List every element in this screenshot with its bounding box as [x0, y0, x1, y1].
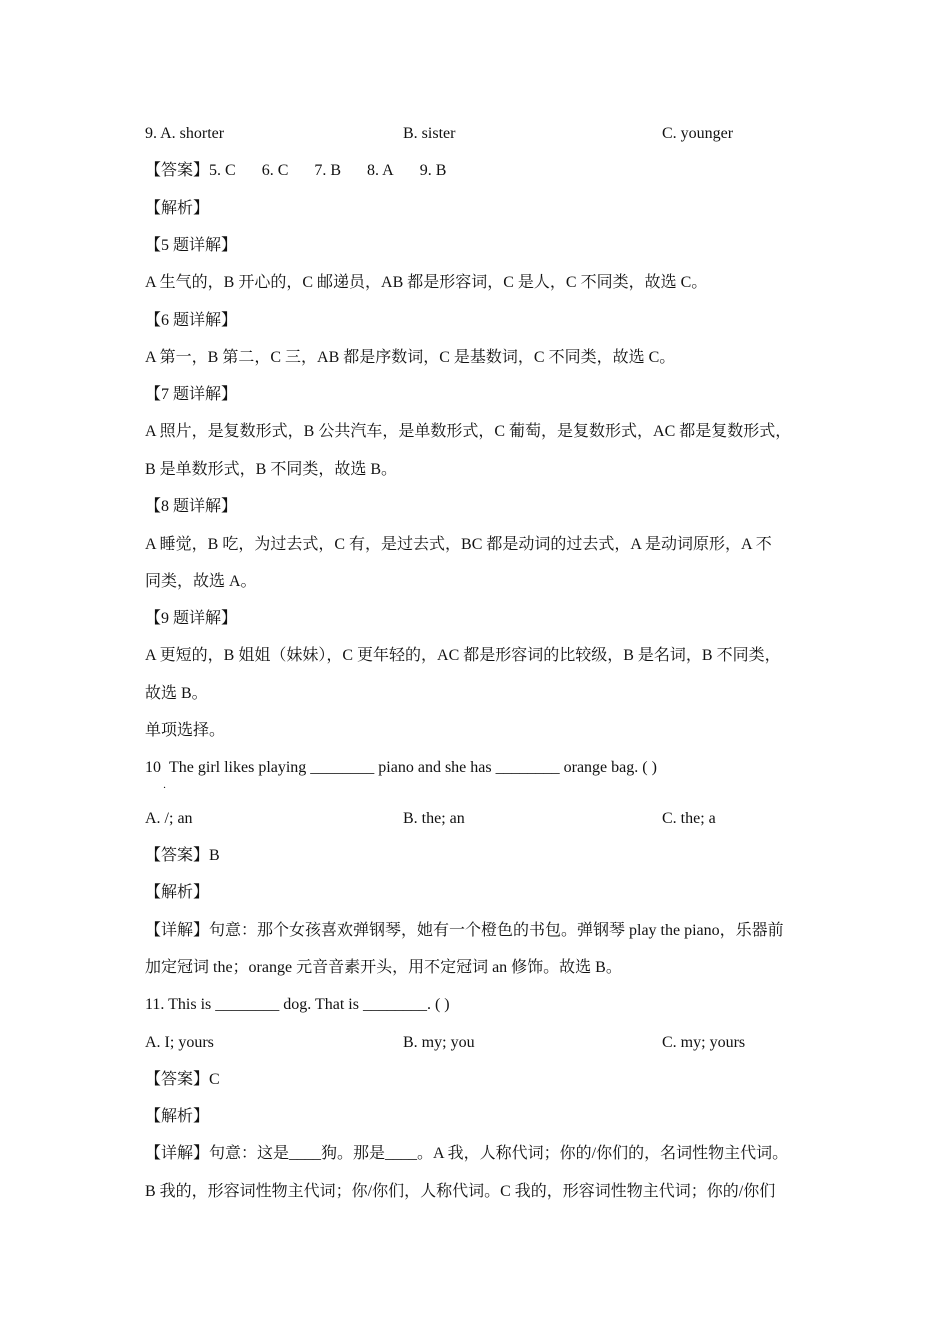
answer-item: 7. B — [314, 162, 342, 179]
q10-number: 10 — [145, 759, 161, 776]
q7-text-line2: B 是单数形式，B 不同类，故选 B。 — [145, 461, 398, 478]
q10-detail-line2: 加定冠词 the；orange 元音音素开头，用不定冠词 an 修饰。故选 B。 — [145, 959, 622, 976]
q10-option-a: A. /; an — [145, 810, 193, 827]
q8-text-line2: 同类，故选 A。 — [145, 573, 257, 590]
answer-item: 9. B — [419, 162, 447, 179]
q11-option-c: C. my; yours — [662, 1034, 746, 1051]
q11-answer: 【答案】C — [145, 1071, 220, 1088]
q9-text-line2: 故选 B。 — [145, 685, 208, 702]
q7-heading: 【7 题详解】 — [145, 386, 238, 403]
q11-detail-line1: 【详解】句意：这是____狗。那是____。A 我，人称代词；你的/你们的，名词性物主代词。 — [145, 1145, 789, 1162]
q11-analysis-label: 【解析】 — [145, 1108, 210, 1125]
answer-prefix: 【答案】 — [145, 162, 210, 179]
q9-option-c: C. younger — [662, 125, 734, 142]
q11-option-a: A. I; yours — [145, 1034, 214, 1051]
answer-5-9 — [145, 160, 446, 182]
q9-text-line1: A 更短的，B 姐姐（妹妹），C 更年轻的，AC 都是形容词的比较级，B 是名词，B 不同类， — [145, 647, 781, 664]
q6-heading: 【6 题详解】 — [145, 312, 238, 329]
q10-analysis-label: 【解析】 — [145, 884, 210, 901]
q10-stem-row — [145, 757, 657, 779]
section-title: 单项选择。 — [145, 722, 226, 739]
q5-text: A 生气的，B 开心的，C 邮递员，AB 都是形容词，C 是人，C 不同类，故选 C。 — [145, 274, 708, 291]
q10-stem: The girl likes playing ________ piano and she has ________ orange bag. ( ) — [169, 759, 657, 776]
q10-dot: ． — [163, 780, 173, 791]
q11-detail-line2: B 我的，形容词性物主代词；你/你们，人称代词。C 我的，形容词性物主代词；你的/你们 — [145, 1183, 776, 1200]
q11-stem: 11. This is ________ dog. That is ________. ( ) — [145, 996, 450, 1013]
q10-option-c: C. the; a — [662, 810, 716, 827]
q10-detail-line1: 【详解】句意：那个女孩喜欢弹钢琴，她有一个橙色的书包。弹钢琴 play the piano，乐器前 — [145, 922, 784, 939]
q8-heading: 【8 题详解】 — [145, 498, 238, 515]
q10-option-b: B. the; an — [403, 810, 465, 827]
q9-option-b: B. sister — [403, 125, 456, 142]
q10-answer: 【答案】B — [145, 847, 220, 864]
answer-item: 6. C — [261, 162, 289, 179]
q9-option-a: 9. A. shorter — [145, 125, 225, 142]
answer-item: 5. C — [209, 162, 236, 179]
q5-heading: 【5 题详解】 — [145, 237, 238, 254]
q8-text-line1: A 睡觉，B 吃，为过去式，C 有，是过去式，BC 都是动词的过去式，A 是动词原形，A 不 — [145, 536, 772, 553]
q7-text-line1: A 照片，是复数形式，B 公共汽车，是单数形式，C 葡萄，是复数形式，AC 都是复数形式， — [145, 423, 792, 440]
analysis-label: 【解析】 — [145, 200, 210, 217]
answer-item: 8. A — [367, 162, 394, 179]
q11-option-b: B. my; you — [403, 1034, 475, 1051]
q9-heading: 【9 题详解】 — [145, 610, 238, 627]
q6-text: A 第一，B 第二，C 三，AB 都是序数词，C 是基数词，C 不同类，故选 C。 — [145, 349, 676, 366]
